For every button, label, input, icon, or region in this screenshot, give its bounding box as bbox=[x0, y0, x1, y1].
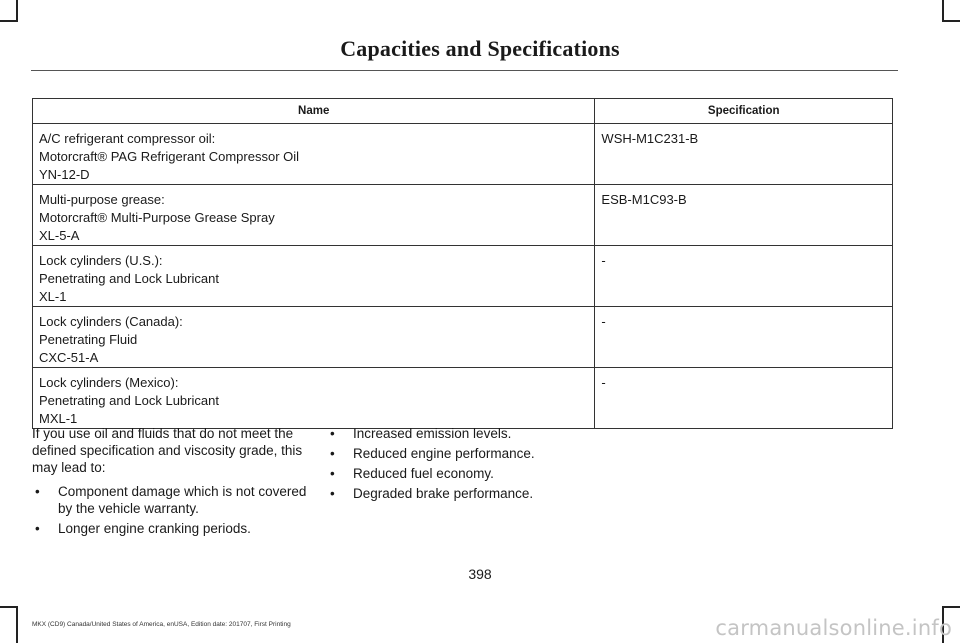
name-line: XL-5-A bbox=[39, 228, 80, 243]
list-item bbox=[327, 465, 607, 482]
right-text-column bbox=[327, 425, 607, 505]
list-item-text: Longer engine cranking periods. bbox=[58, 521, 251, 536]
name-cell bbox=[33, 246, 595, 307]
bullet-icon: • bbox=[35, 484, 40, 499]
name-line: YN-12-D bbox=[39, 167, 90, 182]
crop-mark-top-right-v bbox=[942, 0, 944, 22]
bullet-icon: • bbox=[330, 426, 335, 441]
column-header-name: Name bbox=[33, 99, 595, 124]
consequence-list-left bbox=[32, 483, 308, 537]
name-line: CXC-51-A bbox=[39, 350, 99, 365]
list-item bbox=[327, 425, 607, 442]
bullet-icon: • bbox=[330, 466, 335, 481]
name-line: MXL-1 bbox=[39, 411, 78, 426]
bullet-icon: • bbox=[330, 446, 335, 461]
list-item-text: Increased emission levels. bbox=[353, 426, 512, 441]
column-header-specification: Specification bbox=[595, 99, 893, 124]
name-cell bbox=[33, 124, 595, 185]
spec-cell: - bbox=[595, 368, 893, 429]
list-item-text: Reduced engine performance. bbox=[353, 446, 535, 461]
name-line: Multi-purpose grease: bbox=[39, 192, 165, 207]
footer-edition-info: MKX (CD9) Canada/United States of America, enUSA, Edition date: 201707, First Printing bbox=[32, 621, 291, 628]
crop-mark-bottom-left-h bbox=[0, 606, 18, 608]
left-text-column bbox=[32, 425, 308, 540]
spec-cell: - bbox=[595, 307, 893, 368]
name-line: Motorcraft® PAG Refrigerant Compressor Oil bbox=[39, 149, 300, 164]
table-row bbox=[33, 307, 893, 368]
title-divider bbox=[31, 70, 898, 71]
name-cell bbox=[33, 185, 595, 246]
list-item bbox=[32, 520, 308, 537]
intro-paragraph: If you use oil and fluids that do not meet the defined specification and viscosity grade, this may lead to: bbox=[32, 426, 303, 475]
bullet-icon: • bbox=[330, 486, 335, 501]
table-row bbox=[33, 246, 893, 307]
list-item bbox=[32, 483, 308, 517]
name-line: Lock cylinders (U.S.): bbox=[39, 253, 163, 268]
name-line: Penetrating Fluid bbox=[39, 332, 138, 347]
list-item-text: Reduced fuel economy. bbox=[353, 466, 494, 481]
crop-mark-top-left-h bbox=[0, 20, 18, 22]
crop-mark-bottom-right-h bbox=[942, 606, 960, 608]
name-cell bbox=[33, 307, 595, 368]
table-row bbox=[33, 368, 893, 429]
crop-mark-top-left-v bbox=[16, 0, 18, 22]
spec-cell: WSH-M1C231-B bbox=[595, 124, 893, 185]
spec-cell: - bbox=[595, 246, 893, 307]
page-title: Capacities and Specifications bbox=[340, 36, 620, 61]
list-item-text: Component damage which is not covered by the vehicle warranty. bbox=[58, 484, 307, 516]
list-item bbox=[327, 445, 607, 462]
name-line: Motorcraft® Multi-Purpose Grease Spray bbox=[39, 210, 275, 225]
table-header-row bbox=[33, 99, 893, 124]
name-line: Lock cylinders (Canada): bbox=[39, 314, 183, 329]
table-row bbox=[33, 124, 893, 185]
name-line: Penetrating and Lock Lubricant bbox=[39, 271, 219, 286]
crop-mark-top-right-h bbox=[942, 20, 960, 22]
specification-table bbox=[32, 98, 893, 429]
name-line: A/C refrigerant compressor oil: bbox=[39, 131, 216, 146]
list-item bbox=[327, 485, 607, 502]
crop-mark-bottom-left-v bbox=[16, 606, 18, 643]
spec-cell: ESB-M1C93-B bbox=[595, 185, 893, 246]
name-cell bbox=[33, 368, 595, 429]
watermark-text: carmanualsonline.info bbox=[715, 616, 952, 640]
page-number: 398 bbox=[468, 566, 492, 582]
name-line: Lock cylinders (Mexico): bbox=[39, 375, 179, 390]
name-line: Penetrating and Lock Lubricant bbox=[39, 393, 219, 408]
list-item-text: Degraded brake performance. bbox=[353, 486, 534, 501]
consequence-list-right bbox=[327, 425, 607, 502]
bullet-icon: • bbox=[35, 521, 40, 536]
name-line: XL-1 bbox=[39, 289, 67, 304]
table-row bbox=[33, 185, 893, 246]
